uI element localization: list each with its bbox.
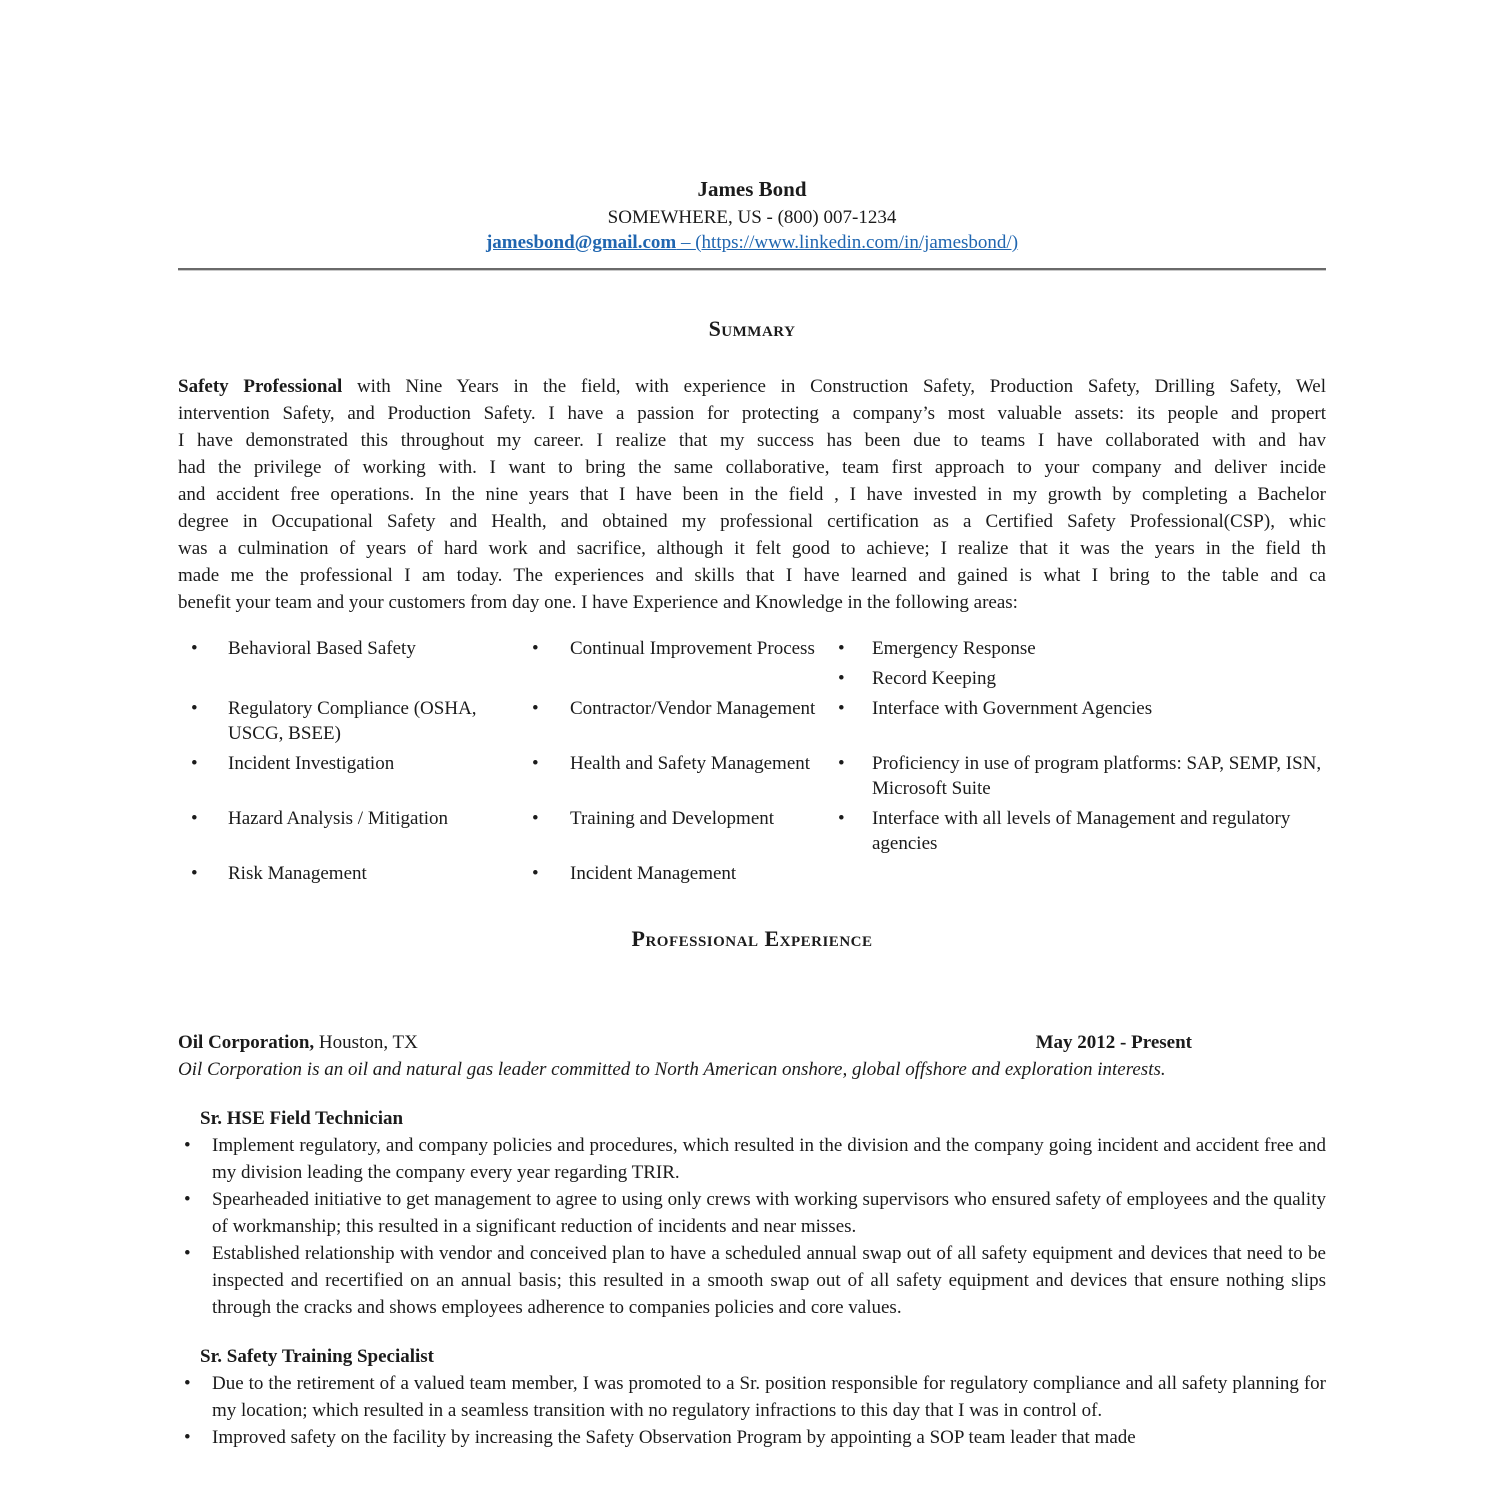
summary-line-text: with Nine Years in the field, with experience in Construction Safety, Production Safety, Drilling Safety, Wel: [342, 376, 1326, 397]
skill-item: [838, 666, 1326, 691]
roles-list: [178, 1105, 1326, 1451]
bullet-marker: •: [838, 808, 845, 829]
skill-label: Training and Development: [570, 808, 775, 829]
summary-line: was a culmination of years of hard work and sacrifice, although it felt good to achieve; I realize that it was the years in the field th: [178, 538, 1326, 559]
summary-line: I have demonstrated this throughout my career. I realize that my success has been due to teams I have collaborated with and hav: [178, 430, 1326, 451]
skills-cell: [530, 696, 838, 751]
experience-section: [178, 925, 1326, 1451]
skill-item: [838, 696, 1326, 721]
skill-label: Interface with all levels of Management and regulatory agencies: [872, 808, 1291, 854]
bullet-marker: •: [184, 1135, 191, 1156]
skill-item: [178, 861, 530, 886]
experience-bullet: [178, 1424, 1326, 1451]
skill-label: Risk Management: [228, 863, 367, 884]
contact-line: SOMEWHERE, US - (800) 007-1234: [607, 207, 897, 228]
skill-label: Incident Investigation: [228, 753, 395, 774]
skill-label: Hazard Analysis / Mitigation: [228, 808, 449, 829]
bullet-marker: •: [532, 808, 539, 829]
bullet-marker: •: [532, 698, 539, 719]
bullet-marker: •: [184, 1427, 191, 1448]
bullet-text: Improved safety on the facility by increasing the Safety Observation Program by appointing a SOP team leader that made: [212, 1427, 1136, 1448]
skill-label: Continual Improvement Process: [570, 638, 815, 659]
bullet-marker: •: [838, 753, 845, 774]
experience-heading: Professional Experience: [631, 926, 873, 951]
role-title: Sr. HSE Field Technician: [200, 1108, 404, 1129]
bullet-marker: •: [838, 668, 845, 689]
company-line: [178, 1030, 418, 1055]
skill-item: [530, 861, 838, 886]
company-row: [178, 1030, 1326, 1055]
bullet-marker: •: [532, 863, 539, 884]
email-link[interactable]: jamesbond@gmail.com: [485, 232, 677, 253]
skill-label: Interface with Government Agencies: [872, 698, 1153, 719]
skill-item: [178, 751, 530, 776]
skill-label: Behavioral Based Safety: [228, 638, 416, 659]
skill-item: [838, 806, 1326, 856]
skill-label: Health and Safety Management: [570, 753, 811, 774]
skills-cell: [530, 861, 838, 891]
summary-heading: Summary: [708, 316, 796, 341]
bullet-marker: •: [191, 753, 198, 774]
candidate-name: James Bond: [697, 177, 807, 201]
link-separator: –: [676, 232, 696, 253]
skills-cell: [838, 806, 1326, 861]
bullet-marker: •: [184, 1243, 191, 1264]
summary-line: and accident free operations. In the nine years that I have been in the field , I have invested in my growth by completing a Bachelor: [178, 484, 1326, 505]
bullet-marker: •: [184, 1189, 191, 1210]
bullet-marker: •: [191, 863, 198, 884]
skills-cell: [178, 806, 530, 861]
bullet-marker: •: [191, 638, 198, 659]
experience-bullet: [178, 1132, 1326, 1186]
skills-cell: [838, 751, 1326, 806]
skills-cell: [530, 806, 838, 861]
skill-label: Record Keeping: [872, 668, 996, 689]
company-name: Oil Corporation,: [178, 1032, 315, 1053]
bullet-text: Due to the retirement of a valued team member, I was promoted to a Sr. position responsible for regulatory compliance and all safety planning for my location; which resulted in a seamless transition with no regulatory infractions to this day that I was in control of.: [212, 1373, 1326, 1421]
summary-line: intervention Safety, and Production Safety. I have a passion for protecting a company’s most valuable assets: its people and propert: [178, 403, 1326, 424]
bullet-marker: •: [838, 698, 845, 719]
bullet-marker: •: [838, 638, 845, 659]
skills-cell: [530, 636, 838, 696]
employment-dates: May 2012 - Present: [1035, 1032, 1192, 1053]
skill-label: Regulatory Compliance (OSHA, USCG, BSEE): [228, 698, 477, 744]
skill-label: Incident Management: [570, 863, 737, 884]
company-location: Houston, TX: [314, 1032, 418, 1053]
summary-paragraph: [178, 373, 1326, 616]
bullet-text: Implement regulatory, and company policies and procedures, which resulted in the division and the company going incident and accident free and my division leading the company every year regarding TRIR.: [212, 1135, 1326, 1183]
skill-label: Contractor/Vendor Management: [570, 698, 816, 719]
summary-line: [178, 373, 1326, 400]
skill-item: [530, 806, 838, 831]
skills-cell: [838, 861, 1326, 891]
skills-grid: [178, 636, 1326, 891]
summary-line: made me the professional I am today. The experiences and skills that I have learned and gained is what I bring to the table and ca: [178, 565, 1326, 586]
summary-lead-bold: Safety Professional: [178, 376, 343, 397]
skill-label: Proficiency in use of program platforms: SAP, SEMP, ISN, Microsoft Suite: [872, 753, 1322, 799]
skills-cell: [178, 696, 530, 751]
header: [178, 0, 1326, 255]
experience-bullet: [178, 1240, 1326, 1321]
bullet-marker: •: [532, 753, 539, 774]
bullet-marker: •: [532, 638, 539, 659]
skill-item: [178, 806, 530, 831]
links-line: [178, 230, 1326, 255]
experience-bullet: [178, 1370, 1326, 1424]
divider-rule: [178, 268, 1326, 271]
bullet-text: Established relationship with vendor and conceived plan to have a scheduled annual swap out of all safety equipment and devices that need to be inspected and recertified on an annual basis; this resulted in a smooth swap out of all safety equipment and devices that ensure nothing slips through the cracks and shows employees adherence to companies policies and core values.: [212, 1243, 1326, 1318]
bullet-marker: •: [191, 698, 198, 719]
bullet-marker: •: [191, 808, 198, 829]
bullet-marker: •: [184, 1373, 191, 1394]
skill-item: [530, 696, 838, 721]
summary-section: [178, 315, 1326, 891]
linkedin-link[interactable]: (https://www.linkedin.com/in/jamesbond/): [695, 232, 1019, 253]
resume-page: [178, 0, 1326, 1451]
skills-cell: [838, 636, 1326, 696]
experience-bullet: [178, 1186, 1326, 1240]
skills-cell: [838, 696, 1326, 751]
skill-item: [530, 636, 838, 661]
skills-cell: [530, 751, 838, 806]
role-title: Sr. Safety Training Specialist: [200, 1346, 435, 1367]
company-tagline: Oil Corporation is an oil and natural gas leader committed to North American onshore, global offshore and exploration interests.: [178, 1059, 1166, 1080]
skill-item: [838, 636, 1326, 661]
skill-item: [838, 751, 1326, 801]
skill-item: [178, 696, 530, 746]
summary-line: had the privilege of working with. I want to bring the same collaborative, team first approach to your company and deliver incide: [178, 457, 1326, 478]
skills-cell: [178, 636, 530, 696]
bullet-text: Spearheaded initiative to get management to agree to using only crews with working supervisors who ensured safety of employees and the quality of workmanship; this resulted in a significant reduction of incidents and near misses.: [212, 1189, 1326, 1237]
skill-label: Emergency Response: [872, 638, 1036, 659]
skill-item: [530, 751, 838, 776]
skill-item: [178, 636, 530, 661]
skills-cell: [178, 861, 530, 891]
summary-line: degree in Occupational Safety and Health, and obtained my professional certification as a Certified Safety Professional(CSP), whic: [178, 511, 1326, 532]
summary-line: benefit your team and your customers from day one. I have Experience and Knowledge in the following areas:: [178, 592, 1018, 613]
skills-cell: [178, 751, 530, 806]
